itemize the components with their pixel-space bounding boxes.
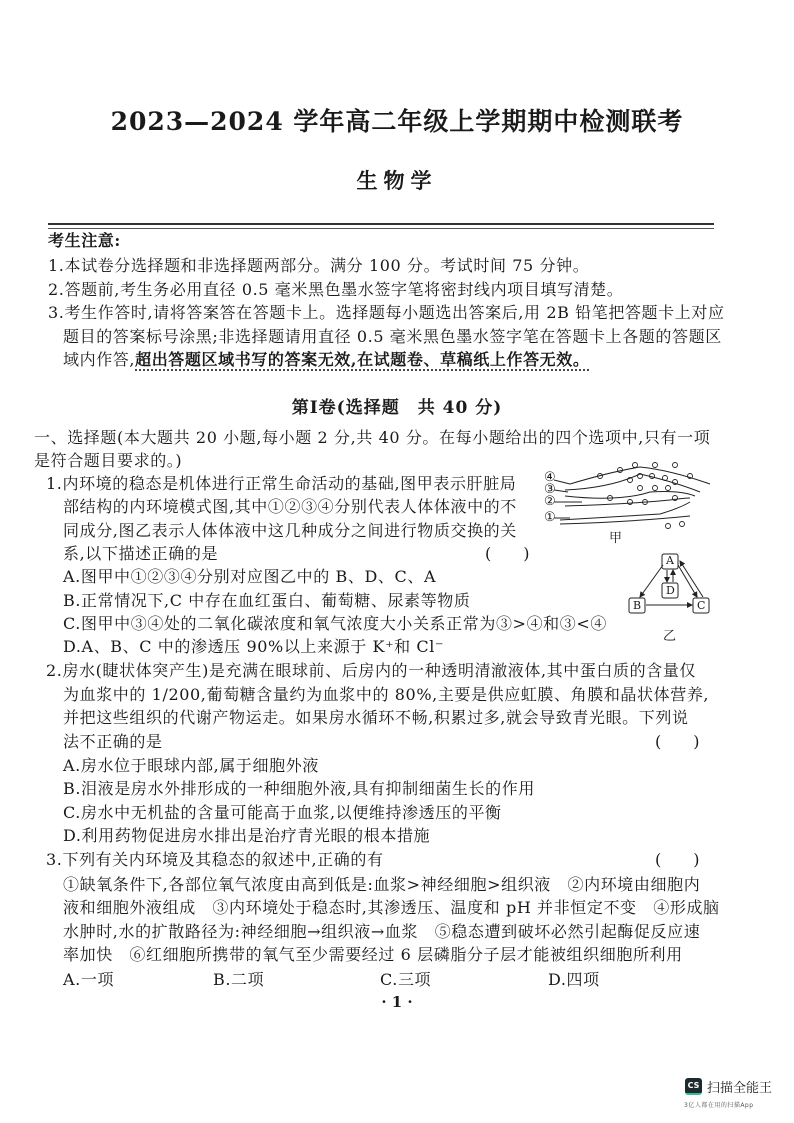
watermark-subtitle: 3亿人都在用的扫描App xyxy=(684,1102,754,1109)
figure-yi-label: 乙 xyxy=(663,629,677,644)
option-c: C.三项 xyxy=(380,970,432,989)
answer-paren: ( ) xyxy=(655,850,700,869)
question-stem: ①缺氧条件下,各部位氧气浓度由高到低是:血浆>神经细胞>组织液 ②内环境由细胞内 xyxy=(63,875,701,894)
question-stem: 2.房水(睫状体突产生)是充满在眼球前、后房内的一种透明清澈液体,其中蛋白质的含量仅 xyxy=(46,661,697,680)
question-stem: 1.内环境的稳态是机体进行正常生命活动的基础,图甲表示肝脏局 xyxy=(46,474,517,493)
option-d: D.利用药物促进房水排出是治疗青光眼的根本措施 xyxy=(63,826,431,845)
page-number: · 1 · xyxy=(381,993,413,1011)
figure-jia-marker: ③ xyxy=(544,482,556,497)
answer-paren: ( ) xyxy=(485,544,530,563)
option-b: B.正常情况下,C 中存在血红蛋白、葡萄糖、尿素等物质 xyxy=(63,591,471,610)
section-intro: 一、选择题(本大题共 20 小题,每小题 2 分,共 40 分。在每小题给出的四个选项中,只有一项 xyxy=(34,428,711,447)
question-stem: 同成分,图乙表示人体体液中这几种成分之间进行物质交换的关 xyxy=(63,521,517,540)
node-d: D xyxy=(666,584,675,597)
camscanner-logo-icon: CS xyxy=(685,1078,702,1095)
figure-jia xyxy=(540,462,730,544)
header-rule xyxy=(48,223,714,225)
option-c: C.图甲中③④处的二氧化碳浓度和氧气浓度大小关系正常为③>④和③<④ xyxy=(63,614,607,633)
section-intro: 是符合题目要求的。) xyxy=(34,451,183,470)
node-c: C xyxy=(697,599,706,612)
figure-jia-marker: ④ xyxy=(544,470,556,485)
option-b: B.二项 xyxy=(213,970,265,989)
option-d: D.四项 xyxy=(548,970,600,989)
notice-emphasis: 超出答题区域书写的答案无效,在试题卷、草稿纸上作答无效。 xyxy=(135,350,590,369)
option-d: D.A、B、C 中的渗透压 90%以上来源于 K⁺和 Cl⁻ xyxy=(63,637,445,656)
notice-item: 题目的答案标号涂黑;非选择题请用直径 0.5 毫米黑色墨水签字笔在答题卡上各题的答题区 xyxy=(63,327,722,346)
question-stem: 为血浆中的 1/200,葡萄糖含量约为血浆中的 80%,主要是供应虹膜、角膜和晶状体营养, xyxy=(63,685,710,704)
figure-jia-marker: ① xyxy=(544,510,556,525)
notice-item xyxy=(63,349,589,371)
question-stem: 系,以下描述正确的是 xyxy=(63,544,219,563)
option-b: B.泪液是房水外排形成的一种细胞外液,具有抑制细菌生长的作用 xyxy=(63,779,535,798)
question-stem: 液和细胞外液组成 ③内环境处于稳态时,其渗透压、温度和 pH 并非恒定不变 ④形成脑 xyxy=(63,898,720,917)
exam-title: 2023—2024 学年高二年级上学期期中检测联考 xyxy=(110,107,684,136)
notice-item: 3.考生作答时,请将答案答在答题卡上。选择题每小题选出答案后,用 2B 铅笔把答题卡上对应 xyxy=(48,303,725,322)
subject-title: 生物学 xyxy=(356,168,438,193)
question-stem: 法不正确的是 xyxy=(63,732,163,751)
question-stem: 率加快 ⑥红细胞所携带的氧气至少需要经过 6 层磷脂分子层才能被组织细胞所利用 xyxy=(63,945,683,964)
watermark-name: 扫描全能王 xyxy=(707,1081,773,1096)
answer-paren: ( ) xyxy=(655,732,700,751)
figure-jia-marker: ② xyxy=(544,494,556,509)
header-rule-thin xyxy=(48,228,714,229)
option-a: A.一项 xyxy=(63,970,115,989)
question-stem: 并把这些组织的代谢产物运走。如果房水循环不畅,积累过多,就会导致青光眼。下列说 xyxy=(63,708,689,727)
notice-text: 域内作答, xyxy=(63,350,136,369)
section-title: 第Ⅰ卷(选择题 共 40 分) xyxy=(291,398,503,418)
question-stem: 部结构的内环境模式图,其中①②③④分别代表人体体液中的不 xyxy=(63,497,517,516)
option-a: A.图甲中①②③④分别对应图乙中的 B、D、C、A xyxy=(63,567,437,586)
notice-item: 1.本试卷分选择题和非选择题两部分。满分 100 分。考试时间 75 分钟。 xyxy=(48,256,590,275)
question-stem: 水肿时,水的扩散路径为:神经细胞→组织液→血浆 ⑤稳态遭到破坏必然引起酶促反应速 xyxy=(63,922,701,941)
question-stem: 3.下列有关内环境及其稳态的叙述中,正确的有 xyxy=(46,850,384,869)
node-a: A xyxy=(666,554,674,567)
option-c: C.房水中无机盐的含量可能高于血浆,以便维持渗透压的平衡 xyxy=(63,803,502,822)
figure-jia-label: 甲 xyxy=(609,531,623,546)
scanner-watermark xyxy=(685,1077,772,1096)
node-b: B xyxy=(633,599,642,612)
notice-heading: 考生注意: xyxy=(48,231,121,250)
option-a: A.房水位于眼球内部,属于细胞外液 xyxy=(63,756,319,775)
notice-item: 2.答题前,考生务必用直径 0.5 毫米黑色墨水签字笔将密封线内项目填写清楚。 xyxy=(48,280,624,299)
